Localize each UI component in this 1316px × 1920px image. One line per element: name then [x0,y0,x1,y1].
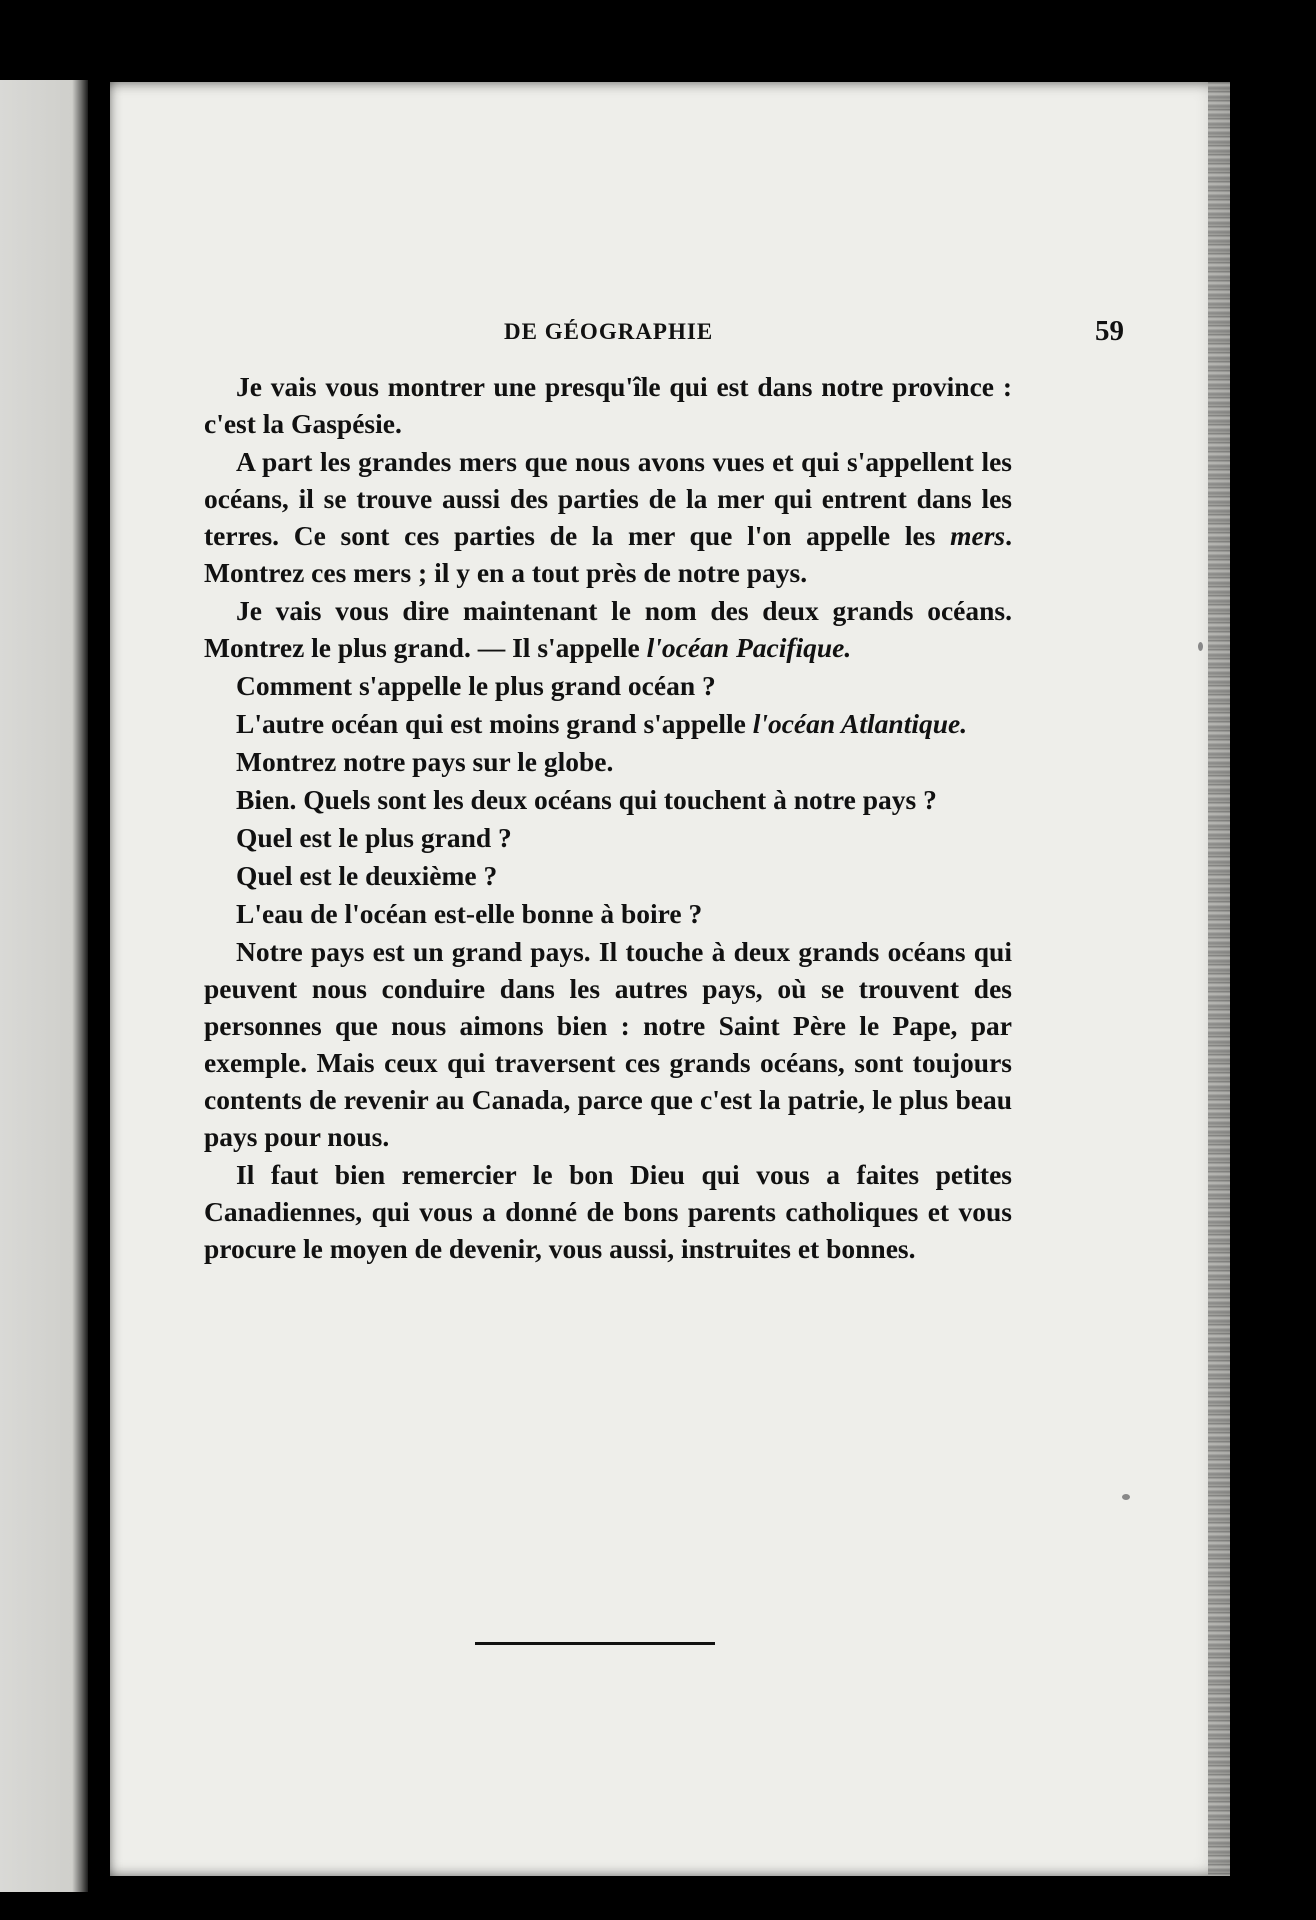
paragraph-7-text: Bien. Quels sont les deux océans qui touchent à notre pays ? [236,784,937,815]
page-fore-edge [1208,82,1230,1876]
paragraph-6 [204,743,1012,780]
paragraph-8-text: Quel est le plus grand ? [236,822,512,853]
body-text [204,368,1012,1268]
paragraph-2-text-a: A part les grandes mers que nous avons vues et qui s'appellent les océans, il se trouve aussi des parties de la mer qui entrent dans les terres. Ce sont ces parties de la mer que l'on appelle les [204,446,1012,551]
paragraph-1-text: Je vais vous montrer une presqu'île qui est dans notre province : c'est la Gaspésie. [204,371,1012,439]
paragraph-12 [204,1156,1012,1267]
paragraph-1 [204,368,1012,442]
section-end-rule [475,1642,715,1645]
paragraph-12-text: Il faut bien remercier le bon Dieu qui vous a faites petites Canadiennes, qui vous a donné de bons parents catholiques et vous procure le moyen de devenir, vous aussi, instruites et bonnes. [204,1159,1012,1264]
paragraph-11 [204,933,1012,1155]
paragraph-10-text: L'eau de l'océan est-elle bonne à boire ? [236,898,703,929]
paragraph-5-text: L'autre océan qui est moins grand s'appelle [236,708,753,739]
paragraph-11-text: Notre pays est un grand pays. Il touche à deux grands océans qui peuvent nous conduire dans les autres pays, où se trouvent des personnes que nous aimons bien : notre Saint Père le Pape, par exemple. Mais ceux qui traversent ces grands océans, sont toujours contents de revenir au Canada, parce que c'est la patrie, le plus beau pays pour nous. [204,936,1012,1152]
paragraph-2-emphasis: mers [950,520,1006,551]
paragraph-7 [204,781,1012,818]
running-title: DE GÉOGRAPHIE [504,319,714,344]
page-number: 59 [1095,315,1124,347]
paragraph-4-text: Comment s'appelle le plus grand océan ? [236,670,716,701]
paragraph-9 [204,857,1012,894]
previous-page-edge [0,80,88,1892]
paragraph-10 [204,895,1012,932]
paragraph-5 [204,705,1012,742]
running-header [204,315,1124,355]
paragraph-2 [204,443,1012,591]
book-page [110,82,1230,1876]
paragraph-5-emphasis: l'océan Atlantique. [752,708,968,739]
paper-speck [1198,642,1203,651]
paragraph-4 [204,667,1012,704]
paragraph-8 [204,819,1012,856]
paragraph-2-text-b: . Montrez ces mers ; il y en a tout près de notre pays. [204,520,1012,588]
paragraph-6-text: Montrez notre pays sur le globe. [236,746,614,777]
paper-speck [1122,1494,1130,1500]
paragraph-3-emphasis: l'océan Pacifique. [646,632,852,663]
paragraph-9-text: Quel est le deuxième ? [236,860,498,891]
paragraph-3 [204,592,1012,666]
paragraph-3-text: Je vais vous dire maintenant le nom des deux grands océans. Montrez le plus grand. — Il s'appelle [204,595,1012,663]
